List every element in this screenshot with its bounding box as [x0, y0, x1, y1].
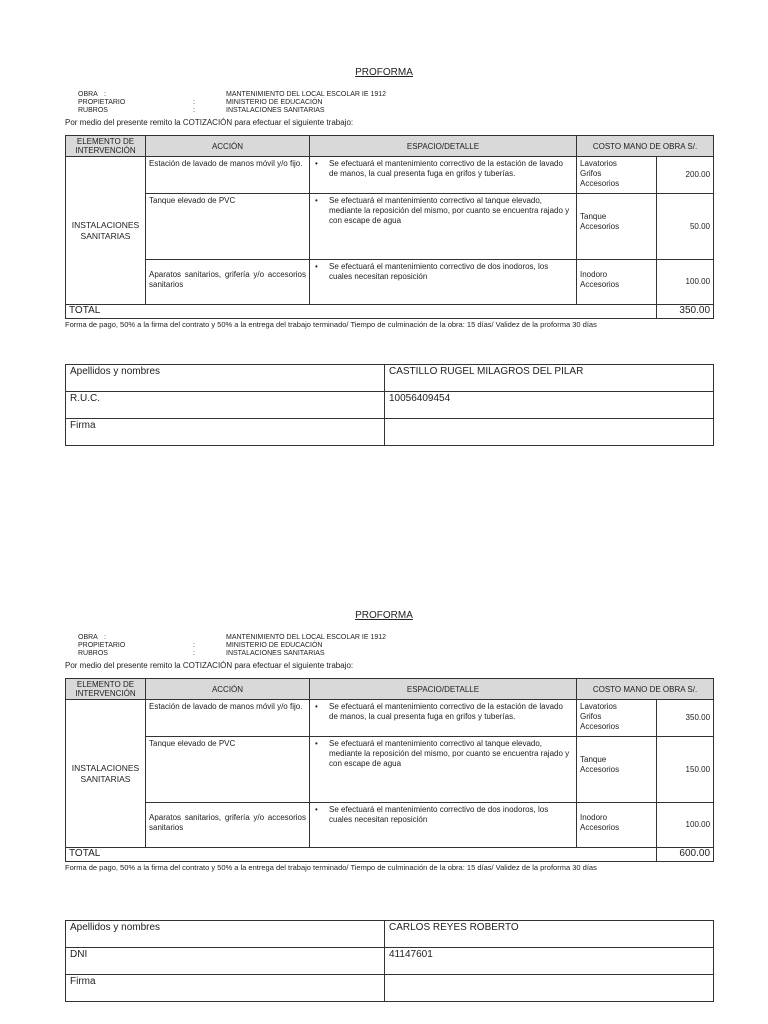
table-row: [66, 700, 714, 737]
items-cell: Tanque Accesorios: [577, 737, 657, 803]
table-row: [66, 194, 714, 260]
accion-cell: Tanque elevado de PVC: [146, 737, 310, 803]
header-colon: :: [193, 99, 195, 106]
col-header-detalle: ESPACIO/DETALLE: [310, 136, 577, 157]
table-row: [66, 260, 714, 305]
proforma-title: PROFORMA: [355, 67, 413, 78]
detalle-cell: [310, 737, 577, 803]
signature-row: [66, 419, 714, 446]
col-header-accion: ACCIÓN: [146, 136, 310, 157]
cotizacion-table: [65, 135, 714, 319]
total-row: [66, 305, 714, 319]
header-label-propietario: PROPIETARIO: [78, 642, 126, 649]
signature-table: [65, 364, 714, 446]
signature-label: R.U.C.: [66, 392, 385, 419]
header-colon: :: [104, 91, 106, 98]
total-value: 350.00: [657, 305, 714, 319]
col-header-elemento: ELEMENTO DE INTERVENCIÓN: [66, 679, 146, 700]
signature-row: [66, 975, 714, 1002]
items-cell: Tanque Accesorios: [577, 194, 657, 260]
accion-cell: Estación de lavado de manos móvil y/o fijo.: [146, 157, 310, 194]
accion-cell: Aparatos sanitarios, grifería y/o accesorios sanitarios: [146, 260, 310, 305]
detalle-cell: [310, 700, 577, 737]
intro-text: Por medio del presente remito la COTIZACIÓN para efectuar el siguiente trabajo:: [65, 661, 354, 670]
detalle-cell: [310, 194, 577, 260]
bullet-icon: •: [315, 196, 318, 205]
signature-value: 41147601: [385, 948, 714, 975]
table-row: [66, 803, 714, 848]
header-value-propietario: MINISTERIO DE EDUCACIÓN: [226, 642, 323, 649]
signature-row: [66, 948, 714, 975]
items-cell: Inodoro Accesorios: [577, 803, 657, 848]
table-header-row: [66, 136, 714, 157]
header-colon: :: [193, 650, 195, 657]
header-label-propietario: PROPIETARIO: [78, 99, 126, 106]
detalle-text: Se efectuará el mantenimiento correctivo de la estación de lavado de manos, la cual presenta fuga en grifos y tuberías.: [329, 159, 563, 178]
col-header-accion: ACCIÓN: [146, 679, 310, 700]
costo-cell: 100.00: [657, 803, 714, 848]
bullet-icon: •: [315, 805, 318, 814]
detalle-text: Se efectuará el mantenimiento correctivo al tanque elevado, mediante la reposición del mismo, por cuanto se encuentra rajado y con escape de agua: [329, 739, 570, 768]
bullet-icon: •: [315, 739, 318, 748]
payment-terms: Forma de pago, 50% a la firma del contrato y 50% a la entrega del trabajo terminado/ Tiempo de culminación de la obra: 15 días/ Validez de la proforma 30 días: [65, 320, 597, 329]
table-header-row: [66, 679, 714, 700]
col-header-costo: COSTO MANO DE OBRA S/.: [577, 679, 714, 700]
header-value-rubros: INSTALACIONES SANITARIAS: [226, 107, 325, 114]
group-cell: INSTALACIONES SANITARIAS: [66, 700, 146, 848]
bullet-icon: •: [315, 159, 318, 168]
accion-cell: Tanque elevado de PVC: [146, 194, 310, 260]
group-cell: INSTALACIONES SANITARIAS: [66, 157, 146, 305]
signature-label: Apellidos y nombres: [66, 365, 385, 392]
items-cell: Inodoro Accesorios: [577, 260, 657, 305]
detalle-cell: [310, 260, 577, 305]
header-colon: :: [104, 634, 106, 641]
detalle-text: Se efectuará el mantenimiento correctivo de dos inodoros, los cuales necesitan reposición: [329, 262, 549, 281]
header-label-rubros: RUBROS: [78, 650, 108, 657]
accion-cell: Estación de lavado de manos móvil y/o fijo.: [146, 700, 310, 737]
header-colon: :: [193, 642, 195, 649]
accion-cell: Aparatos sanitarios, grifería y/o accesorios sanitarios: [146, 803, 310, 848]
signature-value: CASTILLO RUGEL MILAGROS DEL PILAR: [385, 365, 714, 392]
items-cell: Lavatorios Grifos Accesorios: [577, 157, 657, 194]
proforma-title: PROFORMA: [355, 610, 413, 621]
costo-cell: 150.00: [657, 737, 714, 803]
total-value: 600.00: [657, 848, 714, 862]
signature-table: [65, 920, 714, 1002]
signature-label: Apellidos y nombres: [66, 921, 385, 948]
payment-terms: Forma de pago, 50% a la firma del contrato y 50% a la entrega del trabajo terminado/ Tiempo de culminación de la obra: 15 días/ Validez de la proforma 30 días: [65, 863, 597, 872]
table-row: [66, 157, 714, 194]
header-colon: :: [193, 107, 195, 114]
header-label-obra: OBRA: [78, 634, 98, 641]
header-value-obra: MANTENIMIENTO DEL LOCAL ESCOLAR IE 1912: [226, 91, 387, 98]
detalle-text: Se efectuará el mantenimiento correctivo de la estación de lavado de manos, la cual presenta fuga en grifos y tuberías.: [329, 702, 563, 721]
col-header-detalle: ESPACIO/DETALLE: [310, 679, 577, 700]
total-label: TOTAL: [66, 305, 657, 319]
header-label-obra: OBRA: [78, 91, 98, 98]
detalle-cell: [310, 803, 577, 848]
costo-cell: 200.00: [657, 157, 714, 194]
signature-value: 10056409454: [385, 392, 714, 419]
signature-value: CARLOS REYES ROBERTO: [385, 921, 714, 948]
signature-label: DNI: [66, 948, 385, 975]
costo-cell: 50.00: [657, 194, 714, 260]
total-label: TOTAL: [66, 848, 657, 862]
intro-text: Por medio del presente remito la COTIZACIÓN para efectuar el siguiente trabajo:: [65, 118, 354, 127]
header-label-rubros: RUBROS: [78, 107, 108, 114]
header-value-rubros: INSTALACIONES SANITARIAS: [226, 650, 325, 657]
detalle-text: Se efectuará el mantenimiento correctivo al tanque elevado, mediante la reposición del mismo, por cuanto se encuentra rajado y con escape de agua: [329, 196, 570, 225]
cotizacion-table: [65, 678, 714, 862]
total-row: [66, 848, 714, 862]
detalle-cell: [310, 157, 577, 194]
bullet-icon: •: [315, 702, 318, 711]
signature-field[interactable]: [385, 419, 714, 446]
col-header-elemento: ELEMENTO DE INTERVENCIÓN: [66, 136, 146, 157]
header-value-obra: MANTENIMIENTO DEL LOCAL ESCOLAR IE 1912: [226, 634, 387, 641]
header-value-propietario: MINISTERIO DE EDUCACIÓN: [226, 99, 323, 106]
col-header-costo: COSTO MANO DE OBRA S/.: [577, 136, 714, 157]
table-row: [66, 737, 714, 803]
signature-field[interactable]: [385, 975, 714, 1002]
costo-cell: 350.00: [657, 700, 714, 737]
signature-label: Firma: [66, 419, 385, 446]
detalle-text: Se efectuará el mantenimiento correctivo de dos inodoros, los cuales necesitan reposición: [329, 805, 549, 824]
signature-row: [66, 921, 714, 948]
signature-label: Firma: [66, 975, 385, 1002]
signature-row: [66, 392, 714, 419]
bullet-icon: •: [315, 262, 318, 271]
items-cell: Lavatorios Grifos Accesorios: [577, 700, 657, 737]
costo-cell: 100.00: [657, 260, 714, 305]
signature-row: [66, 365, 714, 392]
